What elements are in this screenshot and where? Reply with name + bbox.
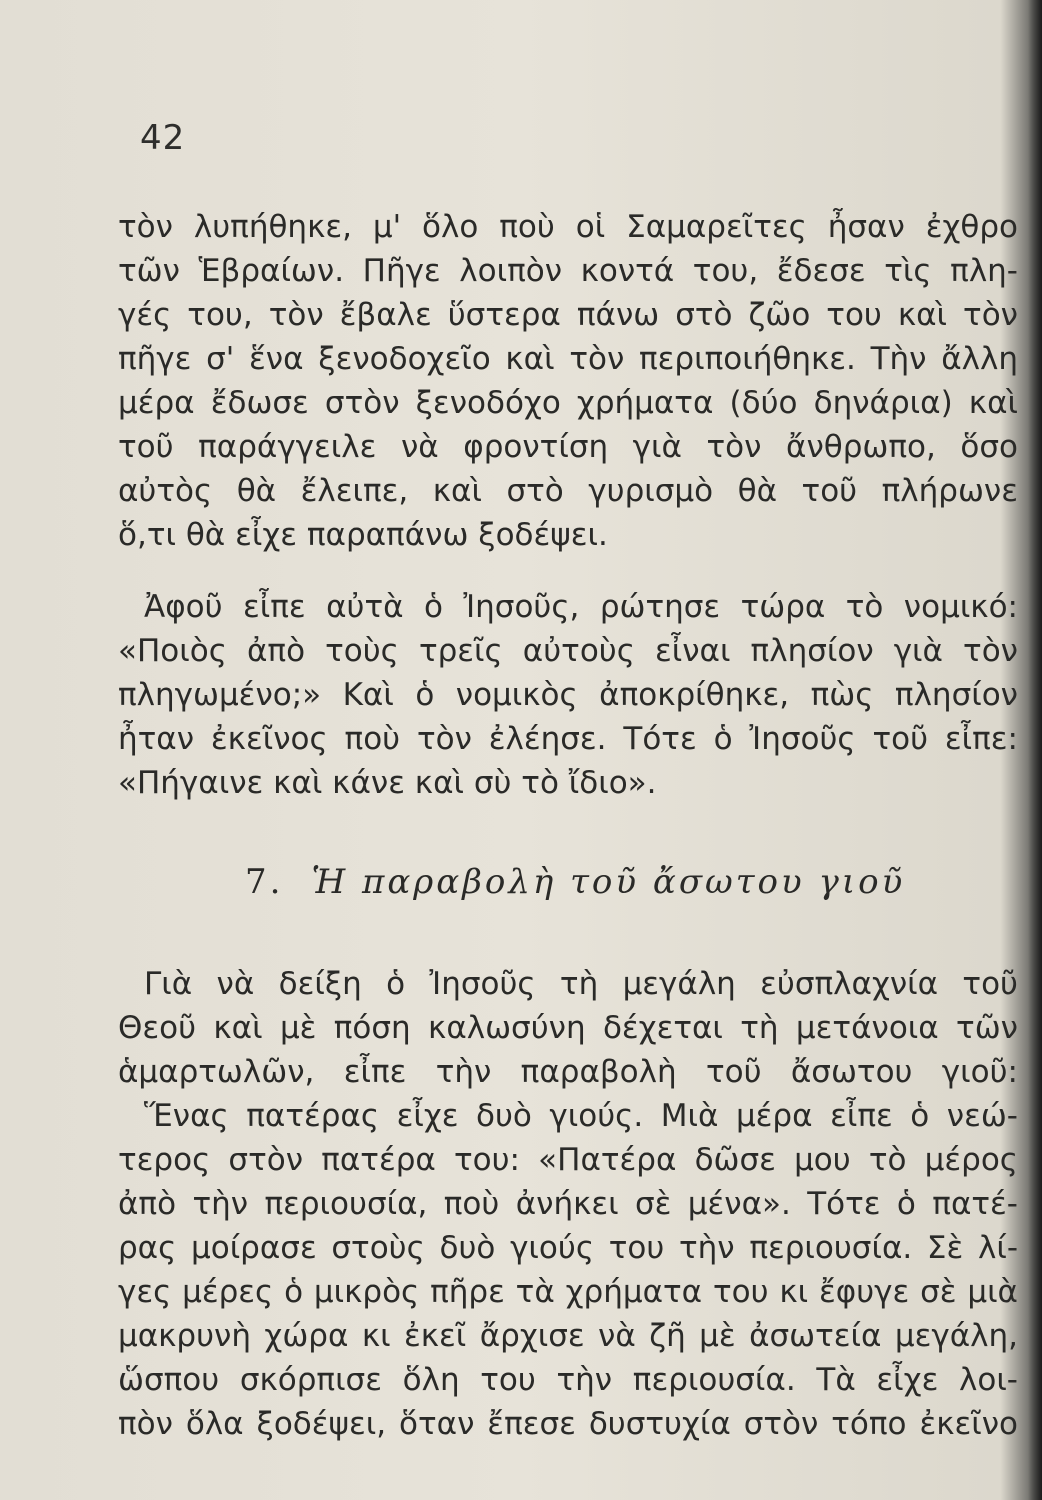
text-line: μακρυνὴ χώρα κι ἐκεῖ ἄρχισε νὰ ζῆ μὲ ἀσωτεία μεγάλη, <box>118 1318 1018 1354</box>
text-line: ἀπὸ τὴν περιουσία, ποὺ ἀνήκει σὲ μένα». Τότε ὁ πατέ- <box>118 1186 1018 1222</box>
text-line: «Ποιὸς ἀπὸ τοὺς τρεῖς αὐτοὺς εἶναι πλησίον γιὰ τὸν <box>118 633 1018 669</box>
text-line: ὥσπου σκόρπισε ὅλη του τὴν περιουσία. Τὰ εἶχε λοι- <box>118 1362 1018 1398</box>
text-line: πῆγε σ' ἕνα ξενοδοχεῖο καὶ τὸν περιποιήθηκε. Τὴν ἄλλη <box>118 341 1018 377</box>
text-line: τερος στὸν πατέρα του: «Πατέρα δῶσε μου τὸ μέρος <box>118 1142 1018 1178</box>
text-line: τοῦ παράγγειλε νὰ φροντίση γιὰ τὸν ἄνθρωπο, ὅσο <box>118 429 1018 465</box>
section-heading <box>245 862 905 902</box>
text-line: γές του, τὸν ἔβαλε ὕστερα πάνω στὸ ζῶο του καὶ τὸν <box>118 297 1018 333</box>
text-line: τὸν λυπήθηκε, μ' ὅλο ποὺ οἱ Σαμαρεῖτες ἦσαν ἐχθρο <box>118 209 1018 245</box>
text-line: Ἀφοῦ εἶπε αὐτὰ ὁ Ἰησοῦς, ρώτησε τώρα τὸ νομικό: <box>144 589 1018 625</box>
text-line: πληγωμένο;» Καὶ ὁ νομικὸς ἀποκρίθηκε, πὼς πλησίον <box>118 677 1018 713</box>
text-line: ἁμαρτωλῶν, εἶπε τὴν παραβολὴ τοῦ ἄσωτου γιοῦ: <box>118 1054 1018 1090</box>
text-line: αὐτὸς θὰ ἔλειπε, καὶ στὸ γυρισμὸ θὰ τοῦ πλήρωνε <box>118 473 1018 509</box>
text-line: Ἕνας πατέρας εἶχε δυὸ γιούς. Μιὰ μέρα εἶπε ὁ νεώ- <box>144 1098 1018 1134</box>
text-line: Γιὰ νὰ δείξη ὁ Ἰησοῦς τὴ μεγάλη εὐσπλαχνία τοῦ <box>144 966 1018 1002</box>
text-line: Θεοῦ καὶ μὲ πόση καλωσύνη δέχεται τὴ μετάνοια τῶν <box>118 1010 1018 1046</box>
text-line: «Πήγαινε καὶ κάνε καὶ σὺ τὸ ἴδιο». <box>118 765 657 801</box>
text-line: ρας μοίρασε στοὺς δυὸ γιούς του τὴν περιουσία. Σὲ λί- <box>118 1230 1018 1266</box>
page-edge-shadow <box>1028 0 1042 1500</box>
section-title: Ἡ παραβολὴ τοῦ ἄσωτου γιοῦ <box>311 862 906 902</box>
text-line: τῶν Ἑβραίων. Πῆγε λοιπὸν κοντά του, ἔδεσε τὶς πλη- <box>118 253 1018 289</box>
text-line: μέρα ἔδωσε στὸν ξενοδόχο χρήματα (δύο δηνάρια) καὶ <box>118 385 1018 421</box>
section-number: 7. <box>245 862 284 902</box>
text-line: γες μέρες ὁ μικρὸς πῆρε τὰ χρήματα του κι ἔφυγε σὲ μιὰ <box>118 1274 1018 1310</box>
paragraph-3 <box>118 962 1018 1446</box>
text-line: πὸν ὅλα ξοδέψει, ὅταν ἔπεσε δυστυχία στὸν τόπο ἐκεῖνο <box>118 1406 1018 1442</box>
paragraph-1 <box>118 205 1018 557</box>
text-line: ὅ,τι θὰ εἶχε παραπάνω ξοδέψει. <box>118 517 608 553</box>
text-line: ἦταν ἐκεῖνος ποὺ τὸν ἐλέησε. Τότε ὁ Ἰησοῦς τοῦ εἶπε: <box>118 721 1018 757</box>
paragraph-2 <box>118 585 1018 805</box>
page-number: 42 <box>140 118 186 158</box>
